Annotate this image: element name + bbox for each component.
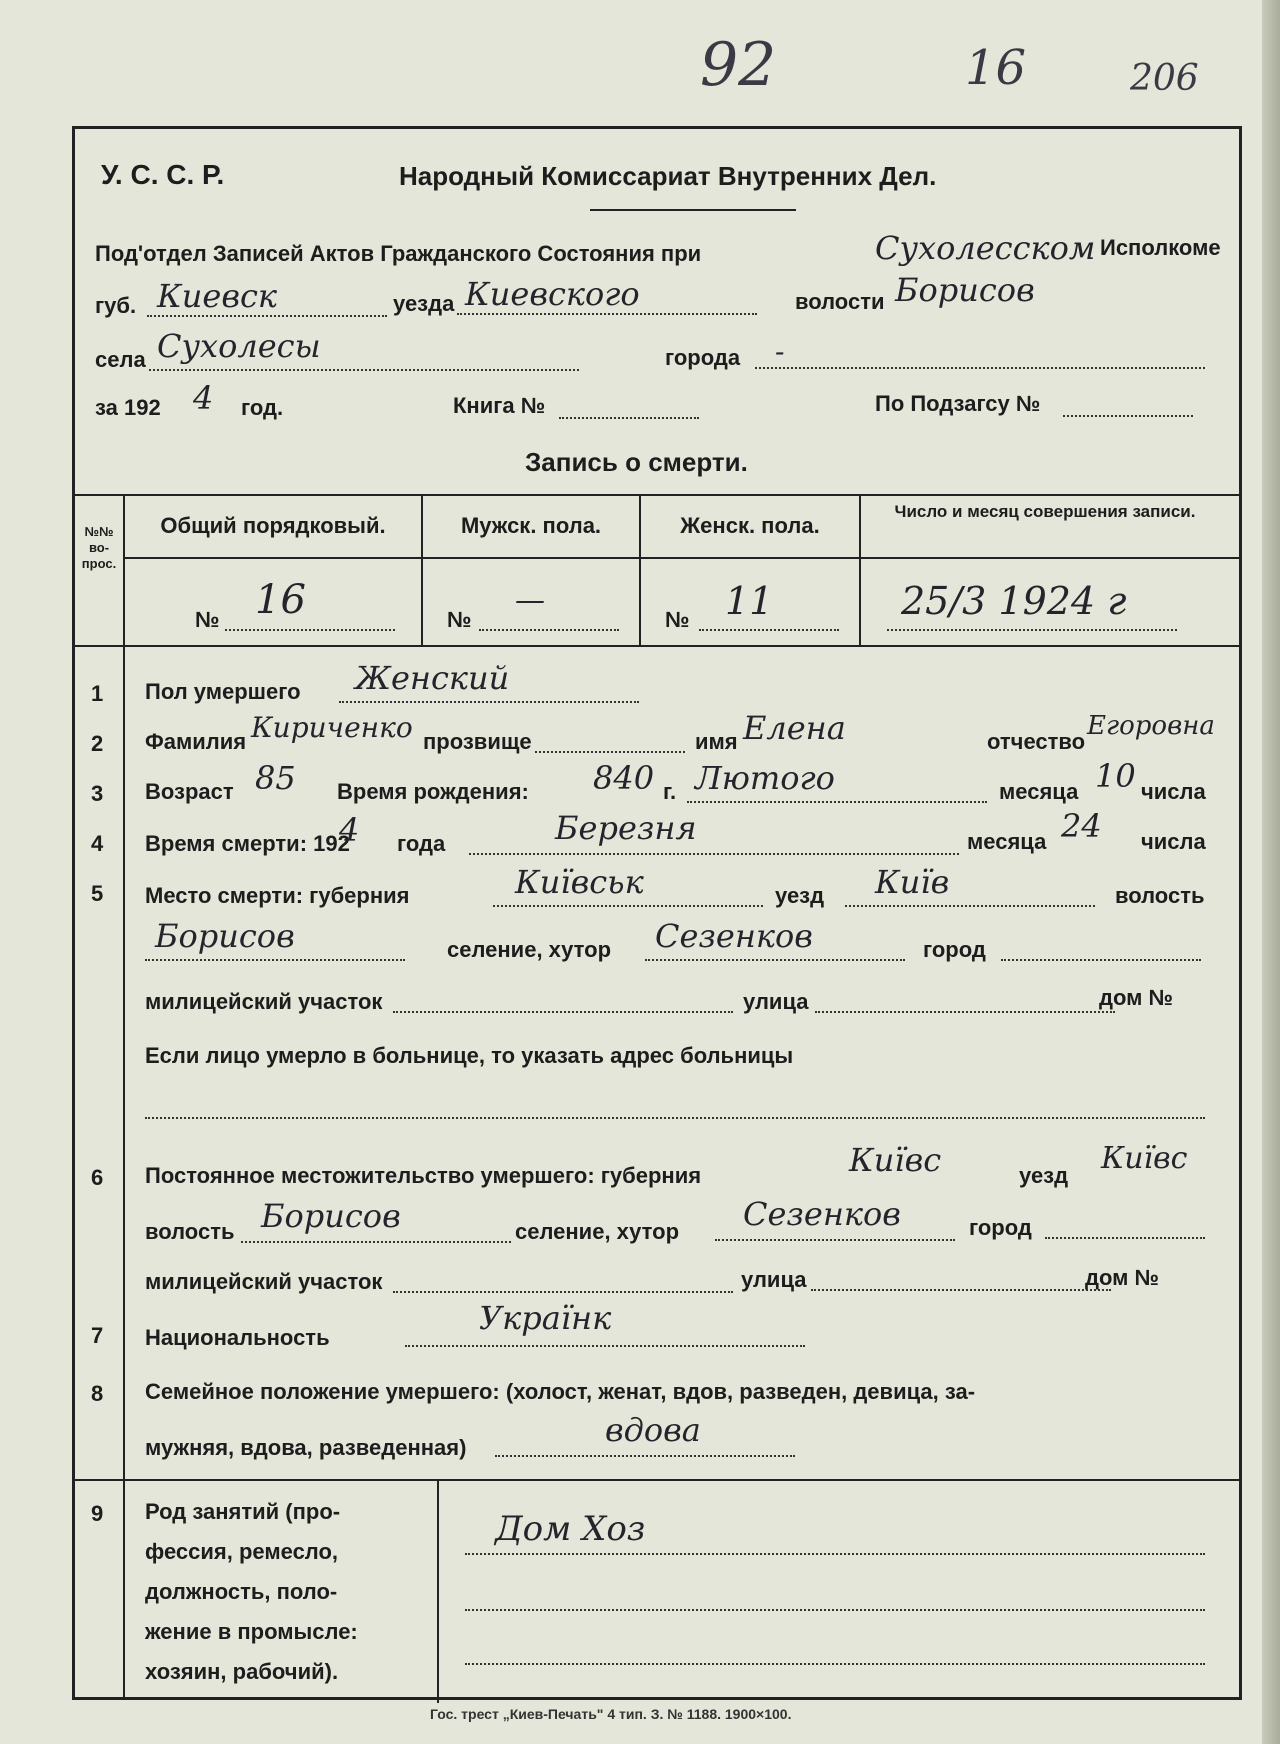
q2-fam-value: Кириченко <box>251 711 413 744</box>
q3-month-label: месяца <box>999 779 1079 804</box>
q6-selo-label: селение, хутор <box>515 1219 680 1244</box>
q6-label: Постоянное местожительство умершего: губерния <box>145 1163 702 1188</box>
q4-day-label: числа <box>1141 829 1206 854</box>
q6-uezd-value: Київс <box>1101 1141 1188 1176</box>
q6-selo-value: Сезенков <box>743 1195 901 1233</box>
q5-label: Место смерти: губерния <box>145 883 410 908</box>
subdept-value: Сухолесском <box>875 229 1096 267</box>
q2-patr-label: отчество <box>987 729 1086 754</box>
q9-value: Дом Хоз <box>495 1509 646 1549</box>
q6-volost-value: Борисов <box>261 1197 401 1235</box>
q9-line5: хозяин, рабочий). <box>145 1659 339 1684</box>
row-num-3: 3 <box>91 781 104 806</box>
q5-selo-label: селение, хутор <box>447 937 612 962</box>
q5-dom-label: дом № <box>1099 985 1174 1010</box>
q6-milic-label: милицейский участок <box>145 1269 383 1294</box>
q7-label: Национальность <box>145 1325 330 1350</box>
q3-birth-label: Время рождения: <box>337 779 529 804</box>
q6-gorod-label: город <box>969 1215 1032 1240</box>
q2-name-label: имя <box>695 729 738 754</box>
q2-patr-value: Егоровна <box>1087 711 1215 741</box>
female-header: Женск. пола. <box>680 513 820 538</box>
q1-value: Женский <box>355 659 510 697</box>
year-label: за 192 <box>95 395 161 420</box>
q5-selo-value: Сезенков <box>655 917 813 955</box>
q3-month-value: Лютого <box>695 759 835 797</box>
note-92: 92 <box>700 30 777 100</box>
general-no-sign: № <box>195 607 220 632</box>
row-num-8: 8 <box>91 1381 104 1406</box>
volost-value: Борисов <box>895 271 1035 309</box>
q4-month-value: Березня <box>555 809 697 847</box>
q5-uezd-value: Київ <box>875 863 950 901</box>
note-206: 206 <box>1130 58 1199 99</box>
gub-value: Киевск <box>157 277 277 315</box>
row-num-5: 5 <box>91 881 104 906</box>
q4-day-value: 24 <box>1061 807 1102 845</box>
record-title: Запись о смерти. <box>525 447 748 477</box>
row-num-2: 2 <box>91 731 104 756</box>
row-num-1: 1 <box>91 681 104 706</box>
q6-uezd-label: уезд <box>1019 1163 1069 1188</box>
male-no-value: — <box>515 583 545 618</box>
date-header: Число и месяц совершения записи. <box>894 502 1196 521</box>
commissariat-title: Народный Комиссариат Внутренних Дел. <box>399 161 937 191</box>
row-num-9: 9 <box>91 1501 104 1526</box>
kniga-label: Книга № <box>453 393 546 418</box>
q6-volost-label: волость <box>145 1219 235 1244</box>
printer-imprint: Гос. трест „Киев-Печать" 4 тип. З. № 1188. 1900×100. <box>430 1706 792 1722</box>
q3-day-label: числа <box>1141 779 1206 804</box>
q3-g: г. <box>663 779 677 804</box>
q9-line2: фессия, ремесло, <box>145 1539 339 1564</box>
q3-day-value: 10 <box>1095 757 1136 795</box>
q9-line3: должность, поло- <box>145 1579 338 1604</box>
q2-nick-label: прозвище <box>423 729 532 754</box>
uezd-value: Киевского <box>465 275 640 313</box>
male-no-sign: № <box>447 607 472 632</box>
q1-label: Пол умершего <box>145 679 301 704</box>
q5-hospital-label: Если лицо умерло в больнице, то указать адрес больницы <box>145 1043 794 1068</box>
female-no-value: 11 <box>725 579 774 623</box>
q9-line1: Род занятий (про- <box>145 1499 341 1524</box>
record-date-value: 25/3 1924 г <box>901 579 1127 623</box>
q4-goda: года <box>397 831 446 856</box>
year-suffix: год. <box>241 395 284 420</box>
goroda-label: города <box>665 345 741 370</box>
podzags-label: По Подзагсу № <box>875 391 1041 416</box>
female-no-sign: № <box>665 607 690 632</box>
header-divider <box>590 209 796 211</box>
q8-line2: мужняя, вдова, разведенная) <box>145 1435 467 1460</box>
q4-year: 4 <box>339 811 360 849</box>
q6-ulica-label: улица <box>741 1267 807 1292</box>
selo-value: Сухолесы <box>157 327 321 365</box>
selo-label: села <box>95 347 146 372</box>
q3-birth-year: 840 <box>593 759 655 797</box>
row-num-7: 7 <box>91 1323 104 1348</box>
ispolkom-label: Исполкоме <box>1100 235 1221 260</box>
q3-age-label: Возраст <box>145 779 234 804</box>
q2-fam-label: Фамилия <box>145 729 247 754</box>
volost-label: волости <box>795 289 885 314</box>
q5-ulica-label: улица <box>743 989 809 1014</box>
q5-gorod-label: город <box>923 937 986 962</box>
q8-value: вдова <box>605 1411 701 1449</box>
q5-gub-value: Київськ <box>515 863 644 901</box>
q4-label: Время смерти: 192 <box>145 831 350 856</box>
uezd-label: уезда <box>393 291 455 316</box>
paper-edge <box>1262 0 1280 1744</box>
q5-uezd-label: уезд <box>775 883 825 908</box>
republic-title: У. С. С. Р. <box>101 159 225 190</box>
row-num-6: 6 <box>91 1165 104 1190</box>
q9-line4: жение в промысле: <box>145 1619 358 1644</box>
general-header: Общий порядковый. <box>160 513 386 538</box>
subdept-label: Под'отдел Записей Актов Гражданского Состояния при <box>95 241 702 266</box>
q5-volost-label: волость <box>1115 883 1205 908</box>
gub-label: губ. <box>95 293 137 318</box>
male-header: Мужск. пола. <box>460 513 602 538</box>
q5-milic-label: милицейский участок <box>145 989 383 1014</box>
year-value: 4 <box>193 379 214 417</box>
q2-name-value: Елена <box>743 709 846 747</box>
nn-header: №№ во-прос. <box>81 524 117 571</box>
q6-dom-label: дом № <box>1085 1265 1160 1290</box>
q5-volost-value: Борисов <box>155 917 295 955</box>
q8-line1: Семейное положение умершего: (холост, женат, вдов, разведен, девица, за- <box>145 1379 976 1404</box>
q6-gub-value: Київс <box>849 1141 942 1179</box>
goroda-value: - <box>775 335 785 368</box>
general-no-value: 16 <box>255 577 306 623</box>
note-16: 16 <box>965 40 1027 96</box>
death-record-form <box>72 126 1242 1700</box>
q3-age-value: 85 <box>255 759 296 797</box>
q4-month-label: месяца <box>967 829 1047 854</box>
row-num-4: 4 <box>91 831 104 856</box>
q7-value: Українк <box>479 1299 612 1337</box>
